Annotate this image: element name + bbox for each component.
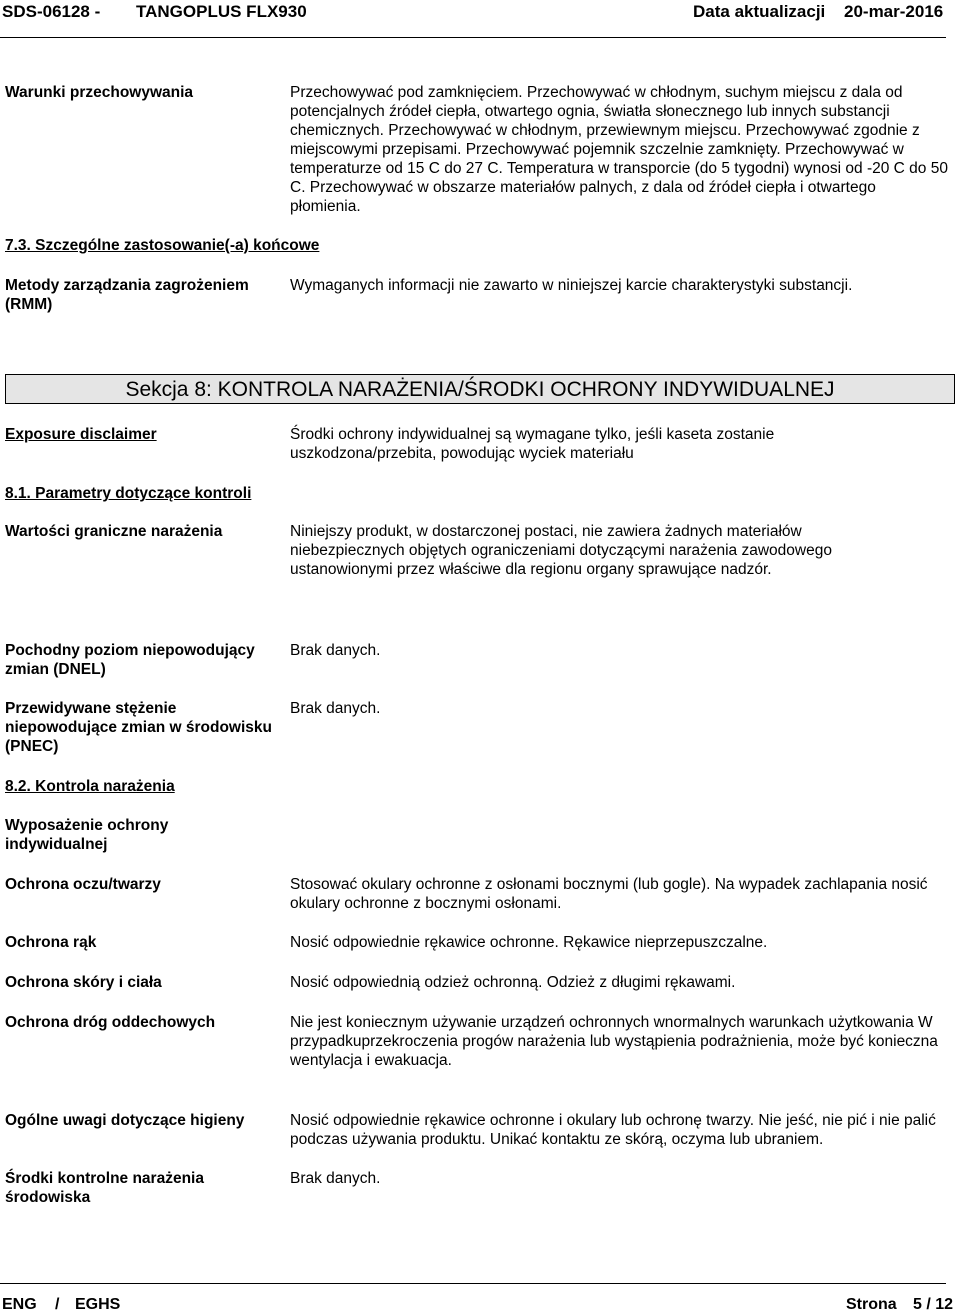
footer-rule — [0, 1283, 946, 1284]
section-8-2-heading: 8.2. Kontrola narażenia — [5, 778, 175, 795]
rmm-label: Metody zarządzania zagrożeniem (RMM) — [5, 277, 249, 313]
product-name: TANGOPLUS FLX930 — [136, 2, 307, 21]
footer-format: EGHS — [75, 1296, 121, 1313]
hygiene-text: Nosić odpowiednie rękawice ochronne i okulary lub ochronę twarzy. Nie jeść, nie pić i nie palić podczas używania produktu. Unikać kontaktu ze skórą, oczyma lub ubraniem. — [290, 1112, 936, 1148]
section-8-1-heading: 8.1. Parametry dotyczące kontroli — [5, 485, 252, 502]
exposure-limits-text: Niniejszy produkt, w dostarczonej postaci, nie zawiera żadnych materiałów niebezpiecznych objętych ograniczeniami dotyczącymi narażenia zawodowego ustanowionymi przez właściwe dla regionu organy sprawujące nadzór. — [290, 523, 832, 578]
hand-protection-text: Nosić odpowiednie rękawice ochronne. Rękawice nieprzepuszczalne. — [290, 934, 768, 951]
skin-protection-text: Nosić odpowiednią odzież ochronną. Odzież z długimi rękawami. — [290, 974, 736, 991]
eye-protection-label: Ochrona oczu/twarzy — [5, 876, 161, 893]
hygiene-label: Ogólne uwagi dotyczące higieny — [5, 1112, 245, 1129]
respiratory-protection-text: Nie jest koniecznym używanie urządzeń ochronnych wnormalnych warunkach użytkowania W przypadkuprzekroczenia progów narażenia lub wystąpienia podrażnienia, może być konieczna wentylacja i ewakuacja. — [290, 1014, 938, 1069]
page-number: 5 / 12 — [913, 1296, 954, 1313]
section-7-3-heading: 7.3. Szczególne zastosowanie(-a) końcowe — [5, 237, 320, 254]
exposure-disclaimer-text: Środki ochrony indywidualnej są wymagane tylko, jeśli kaseta zostanie uszkodzona/przebita, powodując wyciek materiału — [290, 426, 775, 462]
dnel-label: Pochodny poziom niepowodujący zmian (DNEL) — [5, 642, 255, 678]
storage-label: Warunki przechowywania — [5, 84, 194, 101]
hand-protection-label: Ochrona rąk — [5, 934, 97, 951]
pnec-value: Brak danych. — [290, 700, 381, 717]
respiratory-protection-label: Ochrona dróg oddechowych — [5, 1014, 216, 1031]
revision-date: 20-mar-2016 — [844, 2, 944, 21]
storage-text: Przechowywać pod zamknięciem. Przechowywać w chłodnym, suchym miejscu z dala od potencjalnych źródeł ciepła, otwartego ognia, światła słonecznego lub innych substancji chemicznych. Przechowywać w chłodnym, przewiewnym miejscu. Przechowywać zgodnie z miejscowymi przepisami. Przechowywać pojemnik szczelnie zamknięty. Przechowywać w temperaturze od 15 C do 27 C. Temperatura w transporcie (do 5 tygodni) wynosi od -20 C do 50 C. Przechowywać w obszarze materiałów palnych, z dala od źródeł ciepła i otwartego płomienia. — [290, 84, 948, 215]
environmental-controls-label: Środki kontrolne narażenia środowiska — [5, 1170, 204, 1206]
skin-protection-label: Ochrona skóry i ciała — [5, 974, 162, 991]
exposure-disclaimer-label: Exposure disclaimer — [5, 426, 157, 443]
document-id: SDS-06128 - — [2, 2, 101, 21]
footer-language: ENG — [2, 1296, 37, 1313]
eye-protection-text: Stosować okulary ochronne z osłonami bocznymi (lub gogle). Na wypadek zachlapania nosić okulary ochronne z bocznymi osłonami. — [290, 876, 928, 912]
exposure-limits-label: Wartości graniczne narażenia — [5, 523, 223, 540]
section-8-title: Sekcja 8: KONTROLA NARAŻENIA/ŚRODKI OCHRONY INDYWIDUALNEJ — [5, 374, 955, 404]
rmm-text: Wymaganych informacji nie zawarto w niniejszej karcie charakterystyki substancji. — [290, 277, 853, 294]
header-rule — [0, 37, 946, 38]
dnel-value: Brak danych. — [290, 642, 381, 659]
environmental-controls-value: Brak danych. — [290, 1170, 381, 1187]
ppe-label: Wyposażenie ochrony indywidualnej — [5, 817, 169, 853]
page-label: Strona — [846, 1296, 897, 1313]
revision-label: Data aktualizacji — [693, 2, 826, 21]
footer-separator: / — [55, 1296, 60, 1313]
pnec-label: Przewidywane stężenie niepowodujące zmian w środowisku (PNEC) — [5, 700, 272, 755]
